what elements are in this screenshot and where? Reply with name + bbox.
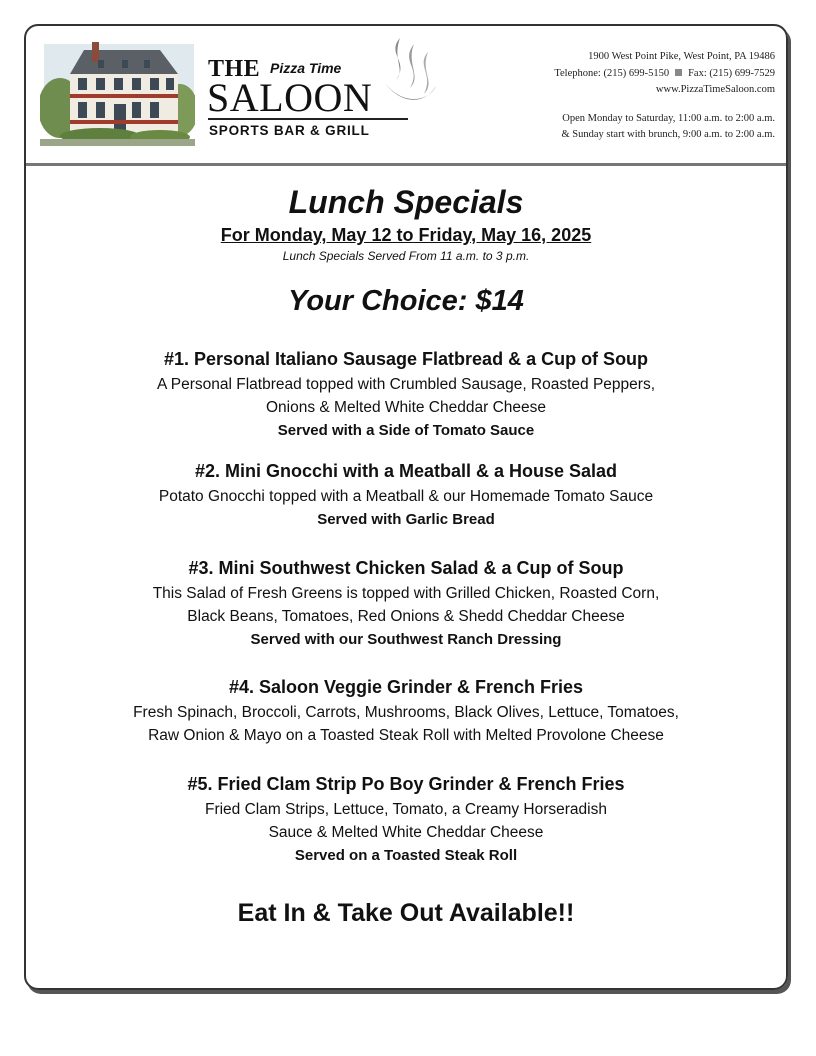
menu-item-desc: Onions & Melted White Cheddar Cheese — [265, 399, 546, 416]
price-heading: Your Choice: $14 — [288, 285, 524, 317]
menu-item-desc: A Personal Flatbread topped with Crumbled Sausage, Roasted Peppers, — [156, 376, 656, 393]
menu-item — [26, 675, 786, 747]
menu-item-desc: Fresh Spinach, Broccoli, Carrots, Mushrooms, Black Olives, Lettuce, Tomatoes, — [133, 704, 679, 721]
telephone: Telephone: (215) 699-5150 — [554, 67, 670, 79]
header-divider — [26, 163, 786, 166]
served-time: Lunch Specials Served From 11 a.m. to 3 p.m. — [282, 249, 530, 263]
menu-item-note: Served with our Southwest Ranch Dressing — [250, 631, 562, 648]
menu-item-desc: Black Beans, Tomatoes, Red Onions & Shedd Cheddar Cheese — [187, 608, 625, 625]
menu-item — [26, 556, 786, 651]
menu-item-title: #3. Mini Southwest Chicken Salad & a Cup of Soup — [188, 558, 624, 578]
logo-tagline: SPORTS BAR & GRILL — [209, 123, 370, 138]
phone-line — [554, 66, 775, 83]
menu-item — [26, 772, 786, 867]
logo-saloon: SALOON — [207, 75, 373, 120]
separator-square-icon — [675, 69, 682, 76]
menu-item-note: Served with a Side of Tomato Sauce — [277, 422, 535, 439]
menu-item — [26, 459, 786, 531]
logo-pizza-time: Pizza Time — [270, 60, 342, 76]
menu-content — [26, 176, 786, 929]
contact-block — [554, 49, 775, 144]
date-range: For Monday, May 12 to Friday, May 16, 2025 — [220, 225, 592, 245]
menu-item-title: #1. Personal Italiano Sausage Flatbread & a Cup of Soup — [163, 349, 649, 369]
hours-line-1: Open Monday to Saturday, 11:00 a.m. to 2:00 a.m. — [562, 112, 775, 124]
menu-item-desc: Sauce & Melted White Cheddar Cheese — [268, 824, 544, 841]
logo-the: THE — [208, 56, 261, 82]
website-link[interactable]: www.PizzaTimeSaloon.com — [655, 84, 775, 95]
menu-item-desc: This Salad of Fresh Greens is topped with Grilled Chicken, Roasted Corn, — [152, 585, 660, 602]
hours-line-2: & Sunday start with brunch, 9:00 a.m. to 2:00 a.m. — [561, 129, 775, 140]
address: 1900 West Point Pike, West Point, PA 19486 — [588, 51, 775, 62]
menu-item-desc: Fried Clam Strips, Lettuce, Tomato, a Creamy Horseradish — [204, 801, 607, 818]
menu-item-title: #4. Saloon Veggie Grinder & French Fries — [228, 677, 584, 697]
menu-item-desc: Raw Onion & Mayo on a Toasted Steak Roll with Melted Provolone Cheese — [148, 727, 664, 744]
menu-item-desc: Potato Gnocchi topped with a Meatball & our Homemade Tomato Sauce — [158, 488, 654, 505]
menu-item-title: #2. Mini Gnocchi with a Meatball & a House Salad — [194, 461, 618, 481]
flame-swirl-icon — [380, 34, 438, 114]
building-photo — [40, 38, 195, 146]
menu-item-note: Served on a Toasted Steak Roll — [294, 847, 518, 864]
eat-in-take-out: Eat In & Take Out Available!! — [237, 899, 575, 927]
fax: Fax: (215) 699-7529 — [688, 67, 775, 79]
menu-item-note: Served with Garlic Bread — [317, 511, 495, 528]
page-title: Lunch Specials — [288, 184, 524, 220]
menu-item — [26, 347, 786, 442]
menu-item-title: #5. Fried Clam Strip Po Boy Grinder & French Fries — [187, 774, 625, 794]
logo-rule — [208, 118, 408, 120]
